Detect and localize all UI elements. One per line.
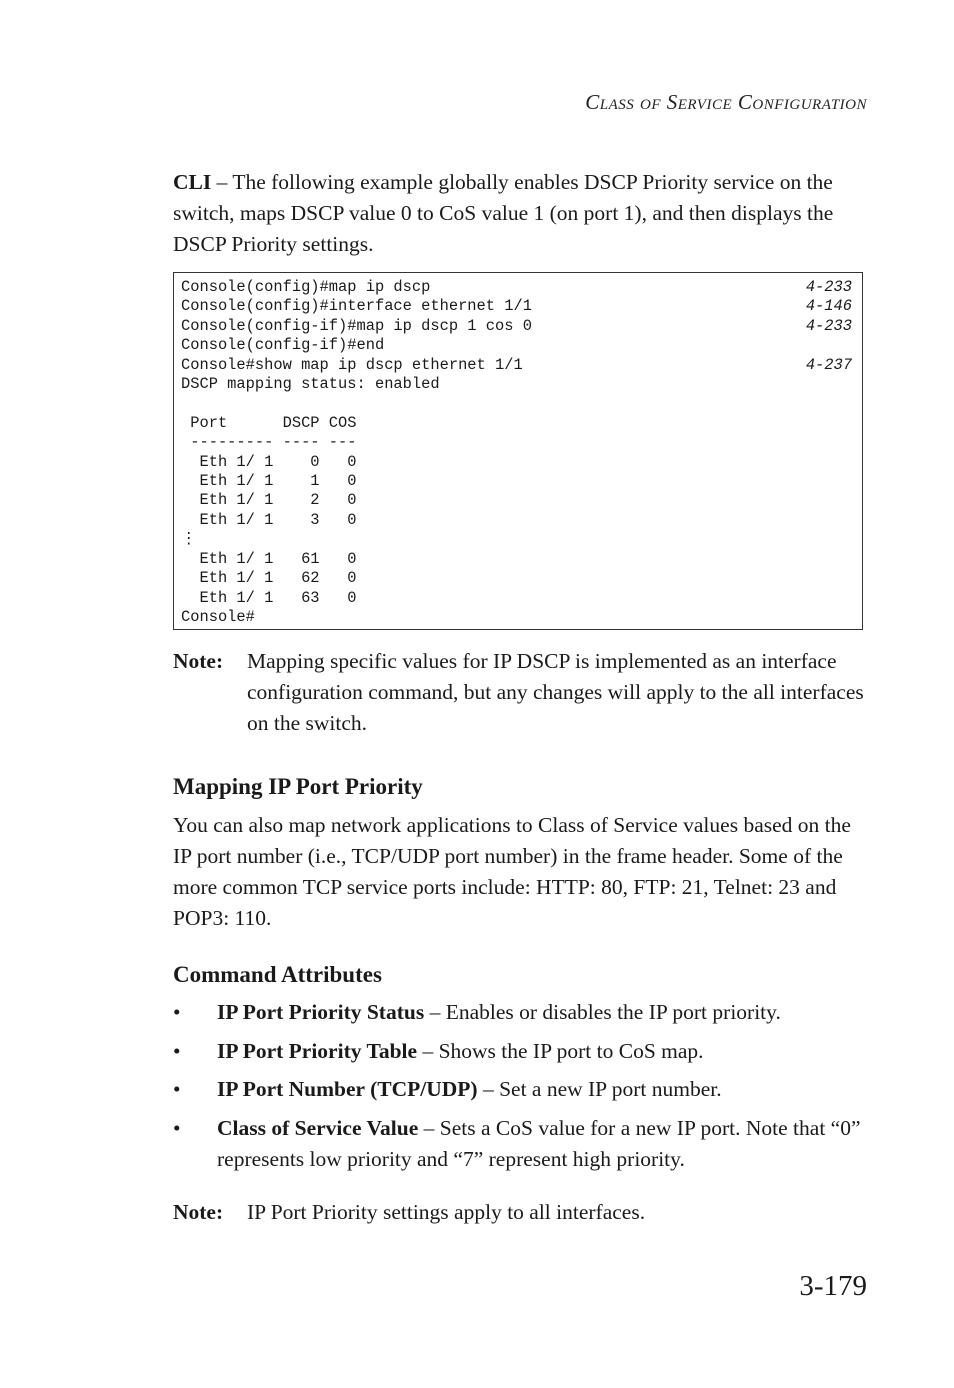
attribute-description: – Enables or disables the IP port priority.: [424, 1000, 781, 1024]
code-page-reference: 4-233: [805, 316, 852, 335]
bullet-marker: •: [173, 1077, 181, 1101]
code-line: DSCP mapping status: enabled: [181, 375, 440, 394]
code-line: --------- ---- ---: [181, 433, 357, 452]
cli-intro-paragraph: [173, 167, 865, 260]
note-label: Note:: [173, 649, 224, 673]
attribute-term: IP Port Priority Status: [217, 1000, 425, 1024]
code-line: Eth 1/ 1 61 0: [181, 549, 357, 568]
code-line: Eth 1/ 1 0 0: [181, 452, 357, 471]
code-line: Console(config-if)#map ip dscp 1 cos 0: [181, 316, 532, 335]
note-text: Mapping specific values for IP DSCP is implemented as an interface configuration command, but any changes will apply to the all interfaces on the switch.: [247, 649, 864, 735]
code-line: Eth 1/ 1 1 0: [181, 472, 357, 491]
section-heading-command-attributes: Command Attributes: [173, 962, 382, 987]
code-page-reference: [806, 336, 852, 355]
code-example-box: [173, 272, 863, 630]
code-page-reference: 4-233: [805, 278, 852, 296]
bullet-marker: •: [173, 1039, 181, 1063]
bullet-marker: •: [173, 1116, 181, 1140]
code-line: [181, 394, 532, 413]
attribute-term: IP Port Number (TCP/UDP): [217, 1077, 478, 1101]
attribute-description: – Set a new IP port number.: [477, 1077, 722, 1101]
note-label: Note:: [173, 1200, 224, 1224]
code-page-reference: 4-237: [805, 355, 852, 374]
code-page-reference: 4-146: [805, 297, 852, 316]
code-line: Eth 1/ 1 3 0: [181, 510, 357, 529]
page-number: 3-179: [799, 1270, 867, 1302]
attribute-term: IP Port Priority Table: [217, 1039, 418, 1063]
code-line: Console#: [181, 607, 255, 626]
code-line: Port DSCP COS: [181, 413, 357, 432]
code-line: Console#show map ip dscp ethernet 1/1: [181, 355, 523, 374]
cli-intro-text: – The following example globally enables DSCP Priority service on the switch, maps DSCP value 0 to CoS value 1 (on port 1), and then displays the DSCP Priority settings.: [173, 170, 834, 256]
cli-label: CLI: [173, 170, 212, 194]
section-heading-mapping-ip-port-priority: Mapping IP Port Priority: [173, 774, 423, 799]
code-line: Console(config)#map ip dscp: [181, 278, 431, 296]
bullet-marker: •: [173, 1000, 181, 1024]
code-line: Console(config)#interface ethernet 1/1: [181, 297, 532, 316]
code-line: Console(config-if)#end: [181, 336, 385, 355]
attribute-description: – Sets a CoS value for a new IP port. Note that “0” represents low priority and “7” represent high priority.: [217, 1116, 861, 1171]
code-line: Eth 1/ 1 63 0: [181, 588, 357, 607]
code-line: Eth 1/ 1 62 0: [181, 569, 357, 588]
code-line: ⋮: [181, 530, 197, 549]
note-text: IP Port Priority settings apply to all interfaces.: [247, 1200, 646, 1224]
code-page-references: [806, 278, 852, 375]
code-line: Eth 1/ 1 2 0: [181, 491, 357, 510]
running-header: Class of Service Configuration: [585, 90, 867, 114]
attribute-description: – Shows the IP port to CoS map.: [417, 1039, 704, 1063]
mapping-body-paragraph: You can also map network applications to Class of Service values based on the IP port number (i.e., TCP/UDP port number) in the frame header. Some of the more common TCP service ports include: HTTP: 80, FTP: 21, Telnet: 23 and POP3: 110.: [173, 813, 851, 930]
attribute-term: Class of Service Value: [217, 1116, 419, 1140]
code-lines: [181, 278, 532, 627]
